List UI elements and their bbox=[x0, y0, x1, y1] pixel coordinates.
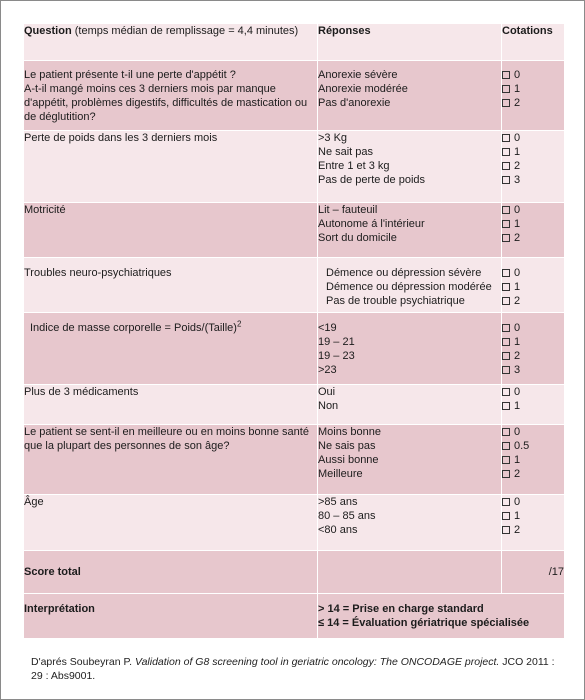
question-cell bbox=[24, 385, 318, 425]
answer-text: Entre 1 et 3 kg bbox=[318, 160, 390, 172]
question-text: A-t-il mangé moins ces 3 derniers mois par manque d'appétit, problèmes digestifs, difficultés de mastication ou de déglutition? bbox=[24, 83, 308, 123]
table-row bbox=[24, 61, 565, 131]
checkbox-icon[interactable] bbox=[502, 388, 510, 396]
checkbox-icon[interactable] bbox=[502, 442, 510, 450]
score-option[interactable] bbox=[502, 217, 564, 231]
caption-title: Validation of G8 screening tool in geriatric oncology: The ONCODAGE project. bbox=[134, 656, 500, 668]
question-cell bbox=[24, 131, 318, 203]
score-option[interactable] bbox=[502, 294, 564, 308]
checkbox-icon[interactable] bbox=[502, 220, 510, 228]
checkbox-icon[interactable] bbox=[502, 526, 510, 534]
score-value: 1 bbox=[514, 146, 521, 158]
table-row bbox=[24, 385, 565, 425]
score-value: 1 bbox=[514, 454, 521, 466]
answer-text: <19 bbox=[318, 322, 337, 334]
checkbox-icon[interactable] bbox=[502, 402, 510, 410]
answer-text: Autonome á l'intérieur bbox=[318, 218, 425, 230]
checkbox-icon[interactable] bbox=[502, 352, 510, 360]
checkbox-icon[interactable] bbox=[502, 71, 510, 79]
question-cell bbox=[24, 61, 318, 131]
score-value: 0 bbox=[514, 132, 521, 144]
answers-cell bbox=[318, 203, 502, 258]
checkbox-icon[interactable] bbox=[502, 338, 510, 346]
total-row bbox=[24, 551, 565, 594]
answer-text: Sort du domicile bbox=[318, 232, 397, 244]
answer-text: <80 ans bbox=[318, 524, 358, 536]
checkbox-icon[interactable] bbox=[502, 85, 510, 93]
total-empty-cell bbox=[318, 551, 502, 594]
question-text: Le patient présente t-il une perte d'appétit ? bbox=[24, 69, 236, 81]
answer-text: Aussi bonne bbox=[318, 454, 379, 466]
answer-text: Démence ou dépression modérée bbox=[326, 281, 492, 293]
score-value: 0.5 bbox=[514, 440, 530, 452]
source-caption bbox=[31, 655, 561, 683]
score-value: 0 bbox=[514, 426, 521, 438]
checkbox-icon[interactable] bbox=[502, 324, 510, 332]
score-option[interactable] bbox=[502, 96, 564, 110]
checkbox-icon[interactable] bbox=[502, 134, 510, 142]
score-option[interactable] bbox=[502, 131, 564, 145]
score-option[interactable] bbox=[502, 399, 564, 413]
score-value: 3 bbox=[514, 364, 521, 376]
total-value: /17 bbox=[548, 566, 564, 578]
question-header-label: Question bbox=[24, 25, 72, 37]
score-value: 1 bbox=[514, 336, 521, 348]
answer-text: Pas d'anorexie bbox=[318, 97, 391, 109]
score-option[interactable] bbox=[502, 523, 564, 537]
answers-cell bbox=[318, 425, 502, 495]
score-option[interactable] bbox=[502, 439, 564, 453]
question-cell bbox=[24, 258, 318, 313]
g8-table bbox=[23, 23, 565, 639]
answers-cell bbox=[318, 131, 502, 203]
answers-cell bbox=[318, 495, 502, 551]
answers-cell bbox=[318, 313, 502, 385]
scores-cell bbox=[502, 131, 565, 203]
checkbox-icon[interactable] bbox=[502, 176, 510, 184]
answer-text: 19 – 23 bbox=[318, 350, 355, 362]
answers-cell bbox=[318, 258, 502, 313]
question-text: Le patient se sent-il en meilleure ou en moins bonne santé que la plupart des personnes de son âge? bbox=[24, 426, 309, 452]
caption-reference: JCO 2011 : 29 : Abs9001. bbox=[31, 656, 555, 682]
answer-text: Anorexie modérée bbox=[318, 83, 408, 95]
checkbox-icon[interactable] bbox=[502, 283, 510, 291]
checkbox-icon[interactable] bbox=[502, 366, 510, 374]
table-row bbox=[24, 425, 565, 495]
table-row bbox=[24, 203, 565, 258]
total-label: Score total bbox=[24, 566, 81, 578]
question-text: Âge bbox=[24, 496, 44, 508]
checkbox-icon[interactable] bbox=[502, 269, 510, 277]
answer-text: Démence ou dépression sévère bbox=[326, 267, 482, 279]
answer-text: >23 bbox=[318, 364, 337, 376]
scores-header bbox=[502, 24, 565, 61]
question-header-note: (temps médian de remplissage = 4,4 minutes) bbox=[74, 25, 299, 37]
score-value: 0 bbox=[514, 386, 521, 398]
answer-text: Lit – fauteuil bbox=[318, 204, 378, 216]
score-value: 0 bbox=[514, 496, 521, 508]
checkbox-icon[interactable] bbox=[502, 470, 510, 478]
score-value: 1 bbox=[514, 218, 521, 230]
checkbox-icon[interactable] bbox=[502, 456, 510, 464]
total-value-cell bbox=[502, 551, 565, 594]
answer-text: Moins bonne bbox=[318, 426, 381, 438]
responses-header bbox=[318, 24, 502, 61]
answer-text: >3 Kg bbox=[318, 132, 348, 144]
answer-text: Meilleure bbox=[318, 468, 363, 480]
checkbox-icon[interactable] bbox=[502, 234, 510, 242]
score-value: 1 bbox=[514, 83, 521, 95]
answer-text: Non bbox=[318, 400, 339, 412]
interpretation-row bbox=[24, 594, 565, 639]
score-option[interactable] bbox=[502, 363, 564, 377]
scores-cell bbox=[502, 495, 565, 551]
score-value: 0 bbox=[514, 322, 521, 334]
table-row bbox=[24, 495, 565, 551]
question-cell bbox=[24, 425, 318, 495]
interpretation-line: > 14 = Prise en charge standard bbox=[318, 603, 484, 615]
answer-text: Anorexie sévère bbox=[318, 69, 398, 81]
question-cell bbox=[24, 313, 318, 385]
score-option[interactable] bbox=[502, 173, 564, 187]
score-option[interactable] bbox=[502, 335, 564, 349]
score-value: 0 bbox=[514, 69, 521, 81]
answers-cell bbox=[318, 385, 502, 425]
checkbox-icon[interactable] bbox=[502, 428, 510, 436]
score-option[interactable] bbox=[502, 82, 564, 96]
score-option[interactable] bbox=[502, 231, 564, 245]
score-option[interactable] bbox=[502, 349, 564, 363]
score-option[interactable] bbox=[502, 266, 564, 280]
checkbox-icon[interactable] bbox=[502, 148, 510, 156]
score-option[interactable] bbox=[502, 453, 564, 467]
table-row bbox=[24, 258, 565, 313]
score-value: 2 bbox=[514, 295, 521, 307]
score-option[interactable] bbox=[502, 385, 564, 399]
score-option[interactable] bbox=[502, 425, 564, 439]
checkbox-icon[interactable] bbox=[502, 512, 510, 520]
question-text: Plus de 3 médicaments bbox=[24, 386, 139, 398]
score-option[interactable] bbox=[502, 203, 564, 217]
answer-text: 19 – 21 bbox=[318, 336, 355, 348]
question-header bbox=[24, 24, 318, 61]
question-text: Motricité bbox=[24, 204, 66, 216]
scores-cell bbox=[502, 425, 565, 495]
checkbox-icon[interactable] bbox=[502, 206, 510, 214]
score-option[interactable] bbox=[502, 321, 564, 335]
table-row bbox=[24, 313, 565, 385]
score-value: 1 bbox=[514, 281, 521, 293]
table-row bbox=[24, 131, 565, 203]
interpretation-label: Interprétation bbox=[24, 603, 95, 615]
answer-text: >85 ans bbox=[318, 496, 358, 508]
score-option[interactable] bbox=[502, 68, 564, 82]
scores-cell bbox=[502, 258, 565, 313]
answer-text: Ne sais pas bbox=[318, 440, 376, 452]
checkbox-icon[interactable] bbox=[502, 99, 510, 107]
question-text: Perte de poids dans les 3 derniers mois bbox=[24, 132, 218, 144]
table-header-row bbox=[24, 24, 565, 61]
score-option[interactable] bbox=[502, 509, 564, 523]
score-value: 1 bbox=[514, 400, 521, 412]
total-label-cell bbox=[24, 551, 318, 594]
caption-author: D'aprés Soubeyran P. bbox=[31, 656, 135, 668]
score-value: 2 bbox=[514, 468, 521, 480]
bmi-formula: Indice de masse corporelle = Poids/(Taille) bbox=[30, 322, 237, 334]
responses-header-label: Réponses bbox=[318, 25, 371, 37]
score-value: 2 bbox=[514, 524, 521, 536]
interpretation-label-cell bbox=[24, 594, 318, 639]
score-value: 2 bbox=[514, 350, 521, 362]
checkbox-icon[interactable] bbox=[502, 297, 510, 305]
answers-cell bbox=[318, 61, 502, 131]
score-option[interactable] bbox=[502, 159, 564, 173]
scores-cell bbox=[502, 61, 565, 131]
score-option[interactable] bbox=[502, 495, 564, 509]
score-option[interactable] bbox=[502, 145, 564, 159]
checkbox-icon[interactable] bbox=[502, 498, 510, 506]
question-cell bbox=[24, 203, 318, 258]
score-value: 0 bbox=[514, 204, 521, 216]
scores-cell bbox=[502, 313, 565, 385]
score-value: 2 bbox=[514, 232, 521, 244]
answer-text: Ne sait pas bbox=[318, 146, 374, 158]
scores-cell bbox=[502, 203, 565, 258]
answer-text: Pas de trouble psychiatrique bbox=[326, 295, 465, 307]
score-value: 1 bbox=[514, 510, 521, 522]
answer-text: Oui bbox=[318, 386, 336, 398]
answer-text: 80 – 85 ans bbox=[318, 510, 376, 522]
interpretation-line: ≤ 14 = Évaluation gériatrique spécialisée bbox=[318, 617, 530, 629]
score-value: 3 bbox=[514, 174, 521, 186]
checkbox-icon[interactable] bbox=[502, 162, 510, 170]
question-cell bbox=[24, 495, 318, 551]
scores-cell bbox=[502, 385, 565, 425]
interpretation-text-cell bbox=[318, 594, 565, 639]
score-value: 0 bbox=[514, 267, 521, 279]
question-text: Troubles neuro-psychiatriques bbox=[24, 267, 172, 279]
superscript: 2 bbox=[236, 319, 242, 329]
score-option[interactable] bbox=[502, 280, 564, 294]
question-text bbox=[30, 321, 317, 335]
answer-text: Pas de perte de poids bbox=[318, 174, 426, 186]
score-value: 2 bbox=[514, 160, 521, 172]
score-value: 2 bbox=[514, 97, 521, 109]
score-option[interactable] bbox=[502, 467, 564, 481]
scores-header-label: Cotations bbox=[502, 25, 553, 37]
